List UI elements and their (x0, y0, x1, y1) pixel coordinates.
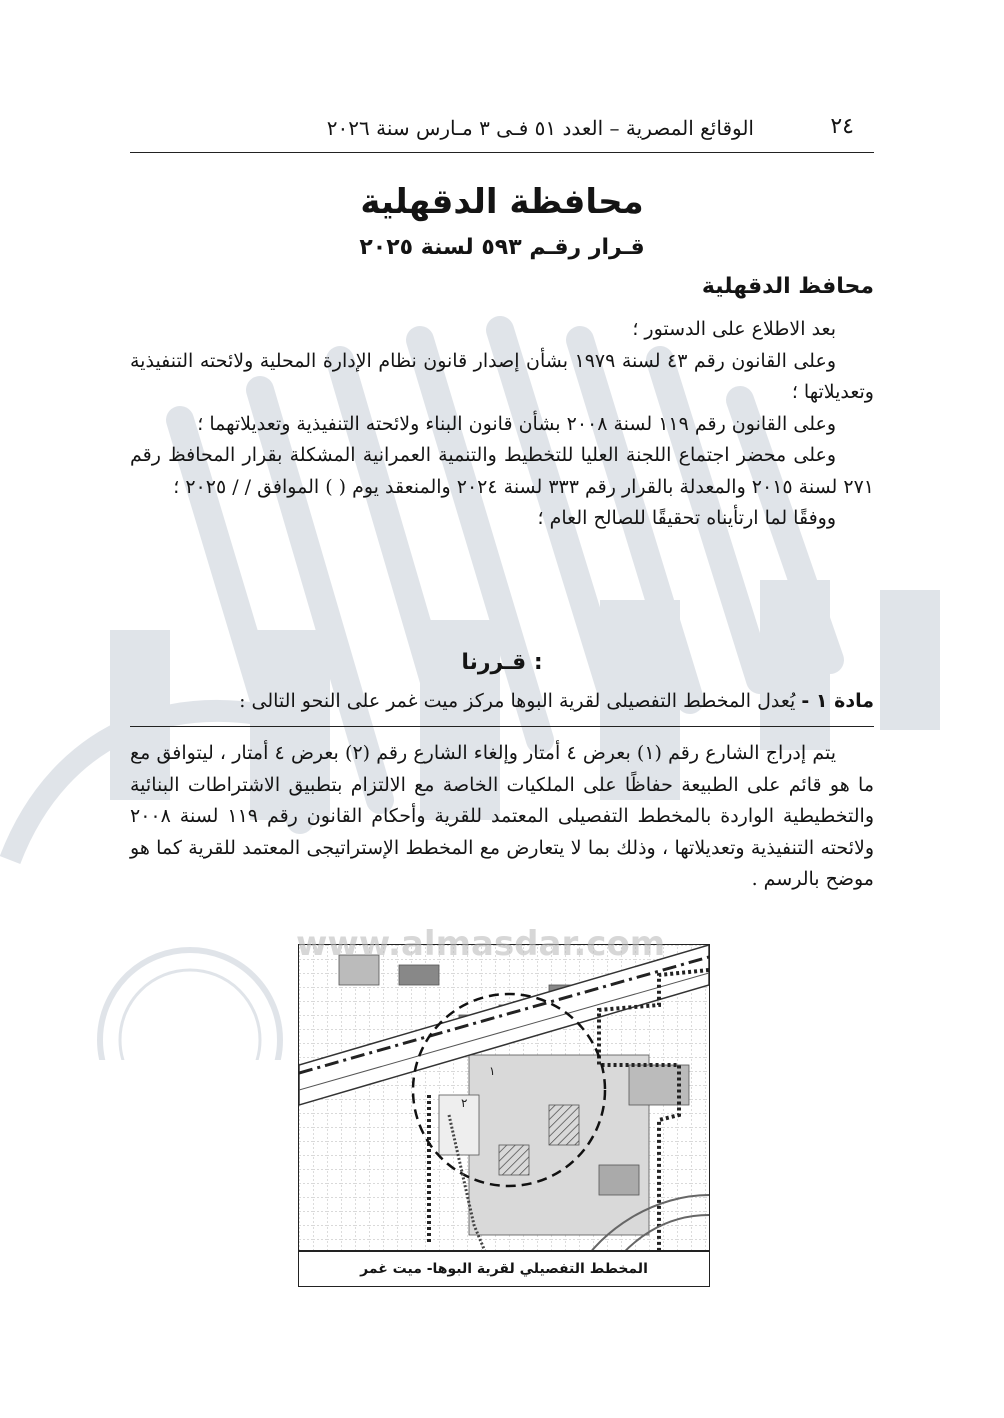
decree-title: قـرار رقـم ٥٩٣ لسنة ٢٠٢٥ (359, 235, 645, 260)
preamble-item: وعلى محضر اجتماع اللجنة العليا للتخطيط والتنمية العمرانية المشكلة بقرار المحافظ رقم ٢٧١ لسنة ٢٠١٥ والمعدلة بالقرار رقم ٣٣٣ لسنة ٢٠٢٤ والمنعقد يوم ( ) الموافق / / ٢٠٢٥ ؛ (130, 444, 874, 498)
article-text: يُعدل المخطط التفصيلى لقرية البوها مركز ميت غمر على النحو التالى : (239, 690, 796, 712)
decided-heading: قـررنا : (461, 650, 543, 675)
article-body (130, 738, 874, 896)
preamble-item: وعلى القانون رقم ١١٩ لسنة ٢٠٠٨ بشأن قانون البناء ولائحته التنفيذية وتعديلاتهما ؛ (197, 412, 836, 435)
detailed-plan-map (298, 944, 710, 1286)
map-caption: المخطط التفصيلي لقرية البوها- ميت غمر (298, 1250, 710, 1287)
preamble-item: ووفقًا لما ارتأيناه تحقيقًا للصالح العام ؛ (537, 507, 836, 529)
article-1 (239, 690, 874, 712)
page-header (130, 112, 874, 153)
issuer-heading: محافظ الدقهلية (701, 274, 874, 299)
divider (130, 726, 874, 727)
running-title: الوقائع المصرية – العدد ٥١ فـى ٣ مـارس سنة ٢٠٢٦ (326, 116, 754, 140)
street-2-label: ٢ (461, 1096, 468, 1110)
preamble-item: بعد الاطلاع على الدستور ؛ (632, 318, 836, 340)
street-1-label: ١ (489, 1064, 496, 1078)
governorate-title: محافظة الدقهلية (360, 182, 644, 222)
article-label: مادة ١ - (801, 690, 874, 712)
preamble-item: وعلى القانون رقم ٤٣ لسنة ١٩٧٩ بشأن إصدار قانون نظام الإدارة المحلية ولائحته التنفيذية وتعديلاتها ؛ (130, 349, 874, 403)
article-body-text: يتم إدراج الشارع رقم (١) بعرض ٤ أمتار وإلغاء الشارع رقم (٢) بعرض ٤ أمتار ، ليتوافق مع ما هو قائم على الطبيعة حفاظًا على الملكيات الخاصة مع الالتزام بتطبيق الاشتراطات البنائية والتخطيطية الواردة بالمخطط التفصيلى المعتمد للقرية وأحكام القانون رقم ١١٩ لسنة ٢٠٠٨ ولائحته التنفيذية وتعديلاتها ، وذلك بما لا يتعارض مع المخطط الإستراتيجى المعتمد للقرية كما هو موضح بالرسم . (130, 742, 874, 890)
map-drawing (299, 945, 709, 1285)
page-number: ٢٤ (830, 114, 854, 139)
map-watermark-url: www.almasdar.com (296, 924, 666, 964)
preamble (130, 314, 874, 535)
